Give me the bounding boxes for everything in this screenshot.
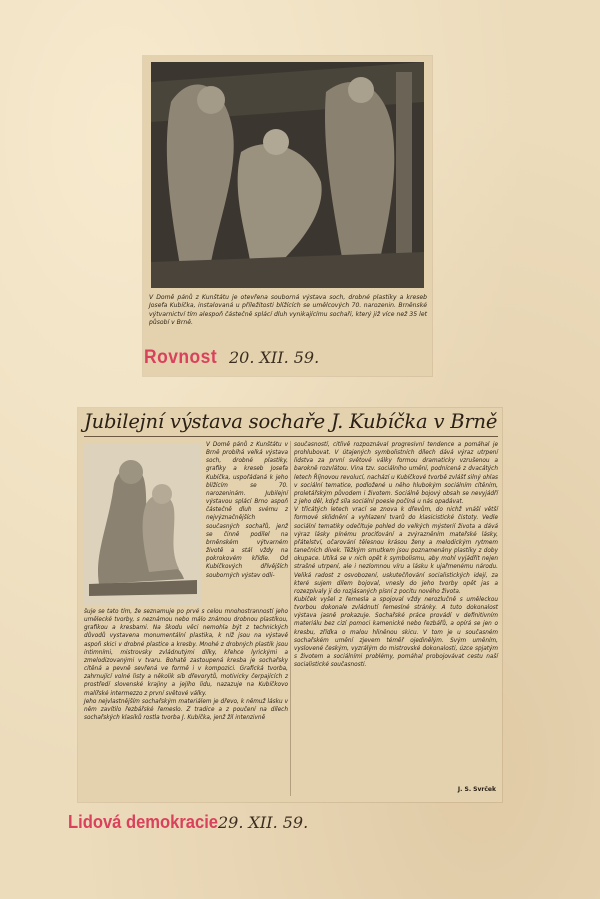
bottom-clipping bbox=[78, 408, 502, 802]
top-clipping bbox=[143, 56, 432, 376]
handwritten-date: 20. XII. 59. bbox=[229, 348, 320, 367]
sculpture-figures-image bbox=[84, 444, 202, 606]
article-column-left-bottom: šuje se tato tím, že seznamuje po prvé s celou mnohostranností jeho umělecké tvorby, s neznámou nebo málo známou drobnou plastikou, grafikou a kresbami. Na škodu věci nemohla být z technických důvodů vystavena monumentální plastika, k níž jsou na výstavě aspoň skici v drobné plastice a kresby. Mnohé z drobných plastik jsou intimními, mistrovsky zvládnutými dílky, křehce lyrickými a zmelodizovanými v tvaru. Bohatě zastoupená kresba je sochařsky cítěná a pevně sevřená ve formě i v kompozici. Grafická tvorba, zahrnující volné listy a několik sib dřevorytů, motivicky čerpajících z prostředí slovenské krajiny a jejího lidu, nazazuje na Kubíčkovo malířské intermezzo z první světové války. Jeho nejvlastnějším sochařským materiálem je dřevo, k němuž lásku v něm zavítilo řezbářské řemeslo. Z tradice a z poučení na dílech sochařských klasiků rostla tvorba J. Kubíčka, jenž žil intenzivně bbox=[84, 609, 288, 722]
article-headline: Jubilejní výstava sochaře J. Kubíčka v Brně bbox=[84, 410, 498, 433]
relief-photo bbox=[151, 62, 424, 288]
column-divider bbox=[290, 441, 291, 796]
handwritten-date: 29. XII. 59. bbox=[218, 813, 309, 832]
article-column-right: současností, citlivě rozpoznával progresivní tendence a pomáhal je prohlubovat. V útajených symbolistních dílech dává výraz utrpení lidstva za první světové války formou dramaticky vzrušenou a barokně rozvlátou. Vina tzv. sociálního umění, podnícená z dvacátých letech Říjnovou revolucí, nachází u Kubíčkové tvorbě zvlášť silný ohlas v sociální tematice, podložené u něho hlubokým sociálním cítěním, proletářským původem i životem. Sociálně bojový obsah se nevyjádří z jeho děl, když síla sociální poesie počíná u nás opadávat. V třicátých letech vrací se znova k dřevům, do nichž vnáší větší formové sklidnění a vyhlazení tvarů do klasicistické čistoty. Vedle sociální tematiky odečítuje pohled do velkých mýsterií života a dává výraz lásky pínému prociťování a zvýrazněním mateřské lásky, přátelství, očarování tělesnou krásou ženy a melodickým rytmem tanečních dívek. Těžkým smutkem jsou poznamenány plastiky z doby okupace. Utiká se v nich opět k symbolismu, aby mohl vyjádřit nejen strašné utrpení, ale i nezlomnou víru a lásku k ujařmenému národu. Veliká radost z osvobození, uskutečňování socialistických idejí, za které sujem dílem bojoval, vnesly do jeho tvorby opět jas a rozezpívaly ji do rozjásaných písní z pocitu nového života. Kubíček vyšel z řemesla a spojoval vždy nerozlučně s uměleckou tvorbou dokonale zvládnutí řemeslné stránky. A tuto dokonalost výstava jasně prokazuje. Sochařské práce provádí v definitivním materiálu bez cizí pomoci kamenické nebo řezbářů, a opírá se jen o kresbu, zřídka o malou hliněnou skicu. V tom je u současném sochařském umění zjevem téměř ojedinělým. Svým uměním, vyslovené českým, vyzrálým do mistrovské dokonalosti, úzce spjatým s životem a sociálními problémy, pomáhal probojovávat cestu naší socialistické současnosti. bbox=[294, 442, 498, 669]
article-column-left-top: V Domě pánů z Kunštátu v Brně probíhá velká výstava soch, drobné plastiky, grafiky a kreseb Josefa Kubíčka, uspořádaná k jeho blížícím se 70. narozeninám. Jubilejní výstavou splácí Brno aspoň částečně dluh svému z nejvýznačnějších současných sochařů, jenž se činně podílel na brněnském výtvarném životě a stál vždy na pokrokovém křídle. Od Kubíčkových dřívějších souborných výstav odli- bbox=[206, 442, 288, 579]
headline-divider bbox=[84, 436, 498, 437]
newspaper-stamp-rovnost: Rovnost bbox=[144, 347, 218, 368]
newspaper-stamp-lidova-demokracie: Lidová demokracie bbox=[68, 812, 219, 832]
photo-caption: V Domě pánů z Kunštátu je otevřena souborná výstava soch, drobné plastiky a kreseb Josefa Kubíčka, instalovaná u příležitosti blížících se umělcových 70. narozenin. Brněnské výtvarnictví tím alespoň částečně splácí dluh vynikajícímu sochaři, který již více než 35 let působí v Brně. bbox=[149, 294, 427, 327]
article-author: J. S. Svrček bbox=[457, 786, 496, 793]
relief-figures-image bbox=[151, 62, 424, 288]
sculpture-photo bbox=[84, 444, 202, 606]
